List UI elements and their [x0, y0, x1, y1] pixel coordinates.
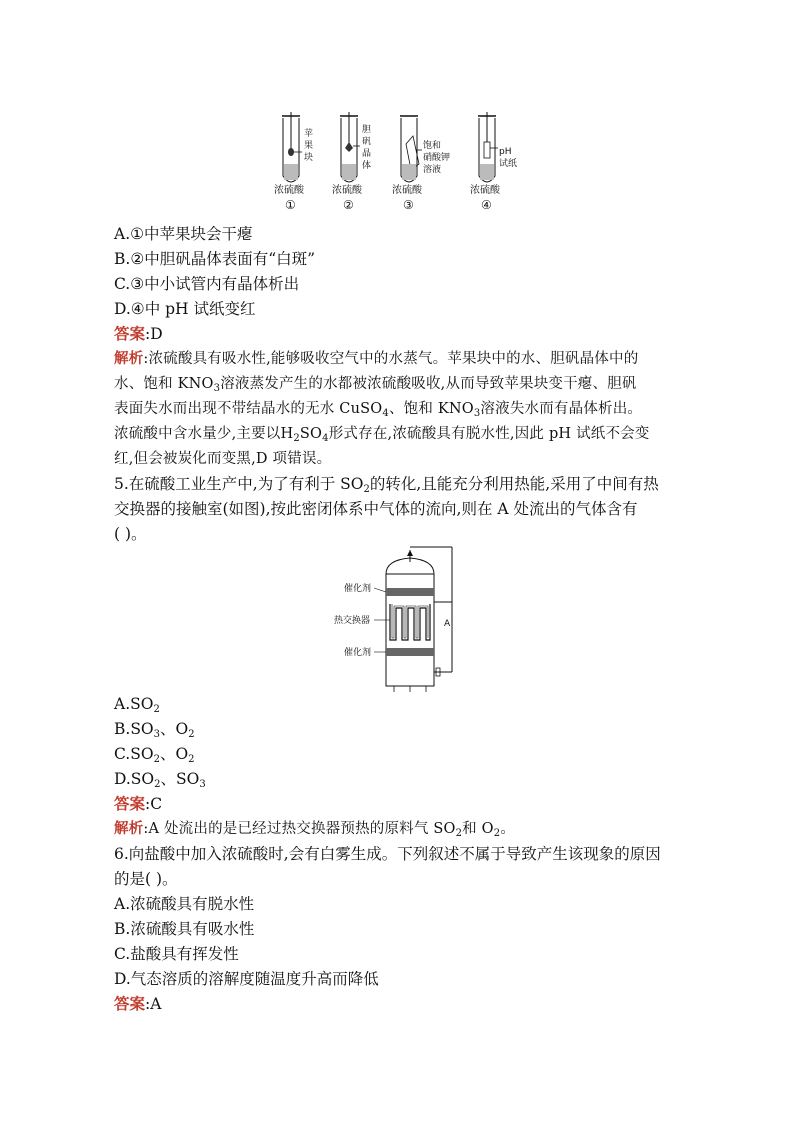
q4-option-d: D.④中 pH 试纸变红 [114, 300, 256, 318]
subscript: 4 [322, 433, 329, 444]
subscript: 3 [213, 383, 221, 394]
test-tube-3 [392, 116, 450, 212]
subscript: 2 [363, 484, 370, 495]
answer-value: :A [145, 995, 162, 1013]
subscript: 2 [188, 754, 195, 765]
explanation-label: 解析 [114, 820, 144, 837]
tube-3-num: ③ [403, 198, 414, 212]
subscript: 2 [153, 754, 160, 765]
contact-chamber-figure [330, 544, 470, 694]
option-text: C.SO [114, 745, 154, 763]
q6-option-c: C.盐酸具有挥发性 [114, 945, 239, 963]
q5-option-d [114, 769, 206, 789]
tube-4-label-2: 试纸 [499, 159, 518, 169]
tube-4-num: ④ [481, 198, 492, 212]
stem-text: 5.在硫酸工业生产中,为了有利于 SO [114, 475, 364, 493]
test-tube-2 [332, 112, 371, 212]
tube-2-label-4: 体 [362, 161, 372, 171]
answer-label: 答案 [114, 324, 146, 343]
heat-exchanger-label: 热交换器 [334, 616, 371, 626]
explanation-label: 解析 [114, 350, 144, 367]
explanation-text: 溶液失水而有晶体析出。 [480, 401, 643, 417]
option-text: 、SO [160, 770, 200, 788]
q4-answer [114, 324, 163, 344]
q4-explanation-line-4 [114, 424, 650, 444]
q5-explanation [114, 819, 515, 839]
tube-4-label-1: pH [499, 147, 512, 157]
explanation-text: :A 处流出的是已经过热交换器预热的原料气 SO [143, 821, 456, 837]
tube-4-bottom: 浓硫酸 [470, 185, 500, 196]
test-tube-4 [470, 112, 517, 212]
q4-explanation-line-3 [114, 399, 642, 419]
answer-label: 答案 [114, 794, 146, 813]
q6-option-a: A.浓硫酸具有脱水性 [114, 895, 255, 913]
tube-2-label-1: 胆 [362, 125, 372, 135]
q6-stem-line-1: 6.向盐酸中加入浓硫酸时,会有白雾生成。下列叙述不属于导致产生该现象的原因 [114, 845, 661, 863]
q5-option-c [114, 744, 195, 764]
q5-stem-line-1 [114, 474, 659, 494]
q6-option-b: B.浓硫酸具有吸水性 [114, 920, 255, 938]
explanation-text: 表面失水而出现不带结晶水的无水 CuSO [114, 401, 383, 417]
test-tube-figure [270, 108, 540, 216]
subscript: 2 [493, 828, 501, 839]
subscript: 2 [293, 433, 300, 444]
q4-explanation-line-2 [114, 374, 637, 394]
option-text: B.SO [114, 720, 154, 738]
tube-3-label-1: 饱和 [423, 141, 442, 151]
catalyst-bottom-label: 催化剂 [344, 648, 372, 658]
tube-1-label-3: 块 [304, 153, 314, 163]
tube-3-label-3: 溶液 [423, 165, 442, 175]
q5-stem-line-2: 交换器的接触室(如图),按此密闭体系中气体的流向,则在 A 处流出的气体含有 [114, 500, 638, 518]
catalyst-top-label: 催化剂 [344, 584, 372, 594]
q4-option-b: B.②中胆矾晶体表面有“白斑” [114, 250, 316, 268]
tube-3-label-2: 硝酸钾 [423, 153, 451, 163]
q4-option-a: A.①中苹果块会干瘪 [114, 225, 253, 243]
explanation-text: :浓硫酸具有吸水性,能够吸收空气中的水蒸气。苹果块中的水、胆矾晶体中的 [143, 351, 639, 367]
answer-value: :C [145, 795, 163, 813]
tube-1-bottom: 浓硫酸 [274, 185, 304, 196]
explanation-text: 形式存在,浓硫酸具有脱水性,因此 pH 试纸不会变 [328, 426, 650, 442]
subscript: 4 [382, 408, 389, 419]
tube-1-num: ① [285, 198, 296, 212]
option-text: A.SO [114, 695, 154, 713]
option-text: 、O [160, 720, 189, 738]
tube-3-bottom: 浓硫酸 [392, 185, 422, 196]
q6-stem-line-2: 的是( )。 [114, 870, 178, 888]
explanation-text: 、饱和 KNO [388, 401, 474, 417]
subscript: 3 [199, 779, 206, 790]
explanation-text: 溶液蒸发产生的水都被浓硫酸吸收,从而导致苹果块变干瘪、胆矾 [220, 376, 637, 392]
subscript: 2 [153, 704, 160, 715]
q4-explanation-line-1 [114, 349, 638, 369]
test-tube-1 [274, 112, 313, 212]
option-text: 、O [159, 745, 189, 763]
subscript: 2 [154, 779, 161, 790]
option-text: D.SO [114, 770, 155, 788]
subscript: 2 [455, 828, 463, 839]
tube-2-bottom: 浓硫酸 [332, 185, 362, 196]
subscript: 3 [473, 408, 481, 419]
q5-option-b [114, 719, 195, 739]
answer-value: :D [145, 325, 163, 343]
tube-2-label-2: 矾 [362, 137, 372, 147]
q4-option-c: C.③中小试管内有晶体析出 [114, 275, 300, 293]
explanation-text: 。 [500, 821, 516, 837]
q5-option-a [114, 694, 160, 714]
tube-2-label-3: 晶 [362, 149, 372, 159]
q5-answer [114, 794, 162, 814]
q6-answer [114, 994, 161, 1014]
subscript: 3 [153, 729, 161, 740]
q5-stem-line-3: ( )。 [114, 525, 147, 543]
explanation-text: SO [299, 426, 323, 442]
explanation-text: 水、饱和 KNO [114, 376, 214, 392]
q4-explanation-line-5: 红,但会被炭化而变黑,D 项错误。 [114, 451, 332, 467]
subscript: 2 [188, 729, 195, 740]
stem-text: 的转化,且能充分利用热能,采用了中间有热 [369, 475, 659, 493]
answer-label: 答案 [114, 994, 146, 1013]
q6-option-d: D.气态溶质的溶解度随温度升高而降低 [114, 970, 379, 988]
outlet-a-label: A [444, 619, 451, 629]
tube-1-label-2: 果 [304, 141, 314, 151]
explanation-text: 和 O [462, 821, 494, 837]
explanation-text: 浓硫酸中含水量少,主要以H [114, 426, 294, 442]
tube-1-label-1: 苹 [304, 129, 314, 139]
tube-2-num: ② [343, 198, 354, 212]
